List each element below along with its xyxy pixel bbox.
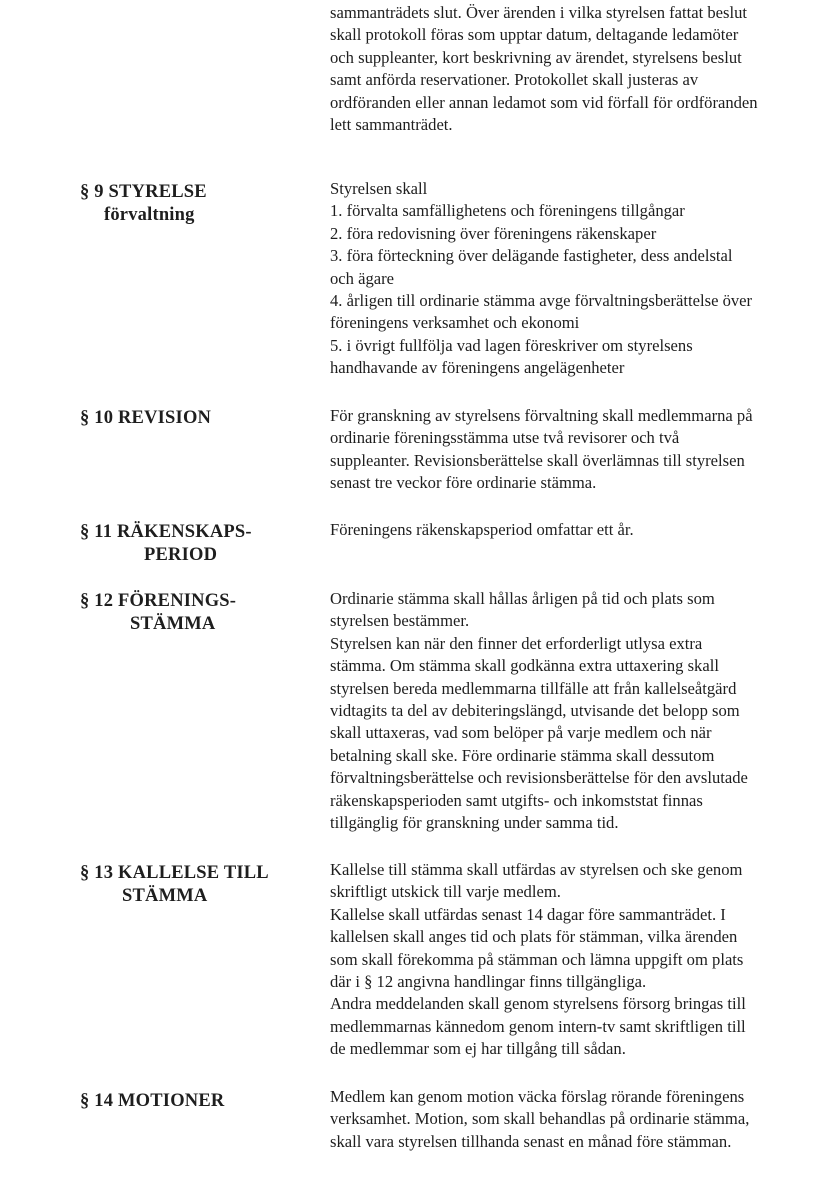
section-heading-12 [80, 590, 236, 636]
text-line: samt anförda reservationer. Protokollet skall justeras av [330, 70, 699, 90]
text-line: 2. föra redovisning över föreningens räkenskaper [330, 223, 657, 243]
text-line: tillgänglig för granskning under samma tid. [330, 813, 619, 833]
section-heading-13 [80, 862, 269, 908]
section-heading-9 [80, 181, 207, 227]
heading-line: § 12 FÖRENINGS- [80, 591, 237, 611]
section-body-11 [330, 519, 835, 541]
text-line: Föreningens räkenskapsperiod omfattar ett år. [330, 520, 634, 539]
section-body-13 [330, 859, 835, 1061]
intro-paragraph [330, 2, 835, 136]
text-line: styrelsen bestämmer. [330, 611, 470, 631]
text-line: 5. i övrigt fullfölja vad lagen föreskriver om styrelsens [330, 335, 693, 355]
text-line: kallelsen skall anges tid och plats för stämman, vilka ärenden [330, 927, 738, 947]
heading-line: § 14 MOTIONER [80, 1091, 225, 1111]
text-line: skriftligt utskick till varje medlem. [330, 882, 561, 902]
section-body-9 [330, 178, 835, 380]
text-line: räkenskapsperioden samt utgifts- och inkomststat finnas [330, 790, 703, 810]
heading-line: STÄMMA [122, 886, 208, 906]
heading-line: förvaltning [104, 205, 195, 225]
text-line: senast tre veckor före ordinarie stämma. [330, 473, 597, 493]
section-body-10 [330, 405, 835, 495]
text-line: suppleanter. Revisionsberättelse skall överlämnas till styrelsen [330, 450, 745, 470]
heading-line: § 13 KALLELSE TILL [80, 863, 269, 883]
text-line: ordinarie föreningsstämma utse två revisorer och två [330, 428, 680, 448]
text-line: Styrelsen skall [330, 179, 428, 198]
text-line: Medlem kan genom motion väcka förslag rörande föreningens [330, 1087, 745, 1106]
text-line: där i § 12 angivna handlingar finns tillgängliga. [330, 972, 647, 992]
text-line: betalning skall ske. Före ordinarie stämma skall dessutom [330, 745, 715, 765]
section-body-12 [330, 588, 835, 834]
text-line: Andra meddelanden skall genom styrelsens försorg bringas till [330, 994, 746, 1014]
text-line: Ordinarie stämma skall hållas årligen på tid och plats som [330, 589, 715, 608]
text-line: lett sammanträdet. [330, 115, 453, 135]
heading-line: § 9 STYRELSE [80, 182, 207, 202]
text-line: de medlemmar som ej har tillgång till sådan. [330, 1039, 626, 1059]
text-line: skall vara styrelsen tillhanda senast en månad före stämman. [330, 1131, 732, 1151]
text-line: 4. årligen till ordinarie stämma avge förvaltningsberättelse över [330, 291, 753, 311]
section-body-14 [330, 1086, 835, 1153]
text-line: stämma. Om stämma skall godkänna extra uttaxering skall [330, 656, 719, 676]
heading-line: PERIOD [144, 545, 218, 565]
text-line: förvaltningsberättelse och revisionsberättelse för den avslutade [330, 768, 748, 788]
text-line: styrelsen bereda medlemmarna tillfälle att från kallelseåtgärd [330, 678, 737, 698]
text-line: För granskning av styrelsens förvaltning skall medlemmarna på [330, 406, 753, 425]
text-line: handhavande av föreningens angelägenheter [330, 358, 625, 378]
section-heading-11 [80, 521, 252, 567]
text-line: sammanträdets slut. Över ärenden i vilka styrelsen fattat beslut [330, 3, 748, 22]
text-line: föreningens verksamhet och ekonomi [330, 313, 580, 333]
section-heading-10 [80, 407, 211, 430]
heading-line: STÄMMA [130, 614, 216, 634]
text-line: ordföranden eller annan ledamot som vid förfall för ordföranden [330, 92, 758, 112]
text-line: skall uttaxeras, vad som belöper på varje medlem och när [330, 723, 712, 743]
text-line: Styrelsen kan när den finner det erforderligt utlysa extra [330, 633, 703, 653]
text-line: verksamhet. Motion, som skall behandlas på ordinarie stämma, [330, 1109, 750, 1129]
text-line: vidtagits ta del av debiteringslängd, utvisande det belopp som [330, 701, 740, 721]
text-line: 3. föra förteckning över delägande fastigheter, dess andelstal [330, 246, 733, 266]
section-heading-14 [80, 1090, 224, 1113]
text-line: 1. förvalta samfällighetens och föreningens tillgångar [330, 201, 685, 221]
text-line: skall protokoll föras som upptar datum, deltagande ledamöter [330, 25, 739, 45]
text-line: Kallelse skall utfärdas senast 14 dagar före sammanträdet. I [330, 904, 726, 924]
text-line: och ägare [330, 268, 395, 288]
text-line: Kallelse till stämma skall utfärdas av styrelsen och ske genom [330, 860, 743, 879]
heading-line: § 11 RÄKENSKAPS- [80, 522, 252, 542]
text-line: och suppleanter, kort beskrivning av ärendet, styrelsens beslut [330, 47, 742, 67]
text-line: som skall förekomma på stämman och lämna uppgift om plats [330, 949, 744, 969]
heading-line: § 10 REVISION [80, 408, 212, 428]
text-line: medlemmarnas kännedom genom intern-tv samt skriftligen till [330, 1016, 746, 1036]
